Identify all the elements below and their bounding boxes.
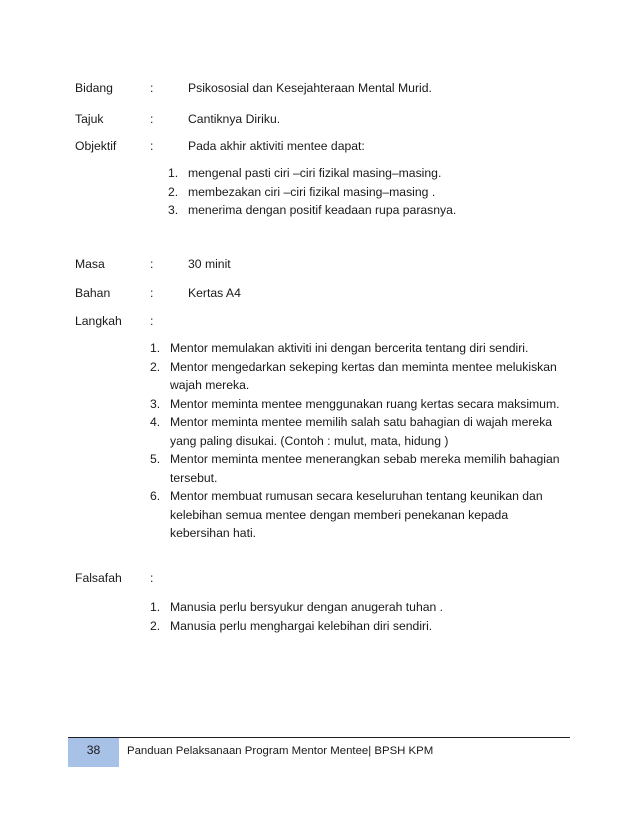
item-number: 1.	[150, 341, 161, 355]
item-text: membezakan ciri –ciri fizikal masing–masing .	[188, 184, 436, 199]
page-number: 38	[86, 743, 101, 757]
colon-masa: :	[150, 257, 154, 271]
label-bidang: Bidang	[75, 81, 113, 95]
item-text: mengenal pasti ciri –ciri fizikal masing–masing.	[188, 166, 442, 180]
item-number: 1.	[168, 166, 179, 180]
footer-text: Panduan Pelaksanaan Program Mentor Mentee| BPSH KPM	[127, 745, 434, 757]
list-item	[150, 617, 570, 636]
langkah-list	[150, 339, 570, 543]
list-item	[168, 164, 578, 183]
value-tajuk: Cantiknya Diriku.	[188, 112, 281, 126]
item-text: Mentor meminta mentee menerangkan sebab mereka memilih bahagian tersebut.	[170, 452, 560, 485]
item-text: Mentor memulakan aktiviti ini dengan bercerita tentang diri sendiri.	[170, 341, 529, 355]
objektif-list	[168, 164, 578, 220]
list-item	[150, 413, 570, 450]
list-item	[150, 358, 570, 395]
label-tajuk: Tajuk	[75, 112, 104, 126]
colon-bahan: :	[150, 286, 154, 300]
label-objektif: Objektif	[75, 139, 117, 153]
value-objektif: Pada akhir aktiviti mentee dapat:	[188, 139, 365, 153]
falsafah-list	[150, 598, 570, 635]
list-item	[168, 183, 578, 202]
list-item	[150, 450, 570, 487]
item-text: Manusia perlu bersyukur dengan anugerah tuhan .	[170, 600, 444, 614]
item-number: 2.	[168, 184, 179, 199]
item-text: menerima dengan positif keadaan rupa parasnya.	[188, 203, 457, 217]
item-number: 3.	[168, 203, 179, 217]
label-masa: Masa	[75, 257, 105, 271]
item-number: 2.	[150, 359, 161, 374]
list-item	[150, 395, 570, 414]
item-text: Mentor meminta mentee menggunakan ruang kertas secara maksimum.	[170, 396, 560, 411]
item-number: 6.	[150, 489, 161, 503]
item-text: Mentor membuat rumusan secara keseluruhan tentang keunikan dan kelebihan semua mentee dengan memberi penekanan kepada kebersihan hati.	[170, 489, 543, 540]
item-number: 3.	[150, 396, 161, 411]
footer-rule	[68, 737, 570, 738]
list-item	[150, 339, 570, 358]
list-item	[150, 487, 570, 543]
item-number: 1.	[150, 600, 161, 614]
colon-langkah: :	[150, 314, 154, 328]
colon-tajuk: :	[150, 112, 154, 126]
label-langkah: Langkah	[75, 314, 122, 328]
item-text: Mentor mengedarkan sekeping kertas dan meminta mentee melukiskan wajah mereka.	[170, 359, 557, 392]
value-bahan: Kertas A4	[188, 286, 241, 300]
colon-bidang: :	[150, 81, 154, 95]
item-text: Mentor meminta mentee memilih salah satu bahagian di wajah mereka yang paling disukai. (Contoh : mulut, mata, hidung )	[170, 415, 553, 448]
value-masa: 30 minit	[188, 257, 231, 271]
colon-falsafah: :	[150, 571, 154, 585]
list-item	[150, 598, 570, 617]
list-item	[168, 201, 578, 220]
colon-objektif: :	[150, 139, 154, 153]
item-number: 5.	[150, 452, 161, 466]
item-text: Manusia perlu menghargai kelebihan diri sendiri.	[170, 618, 433, 633]
item-number: 4.	[150, 415, 161, 429]
value-bidang: Psikososial dan Kesejahteraan Mental Murid.	[188, 81, 432, 95]
item-number: 2.	[150, 618, 161, 633]
label-bahan: Bahan	[75, 286, 111, 300]
label-falsafah: Falsafah	[75, 571, 122, 585]
page-number-box	[68, 738, 119, 767]
